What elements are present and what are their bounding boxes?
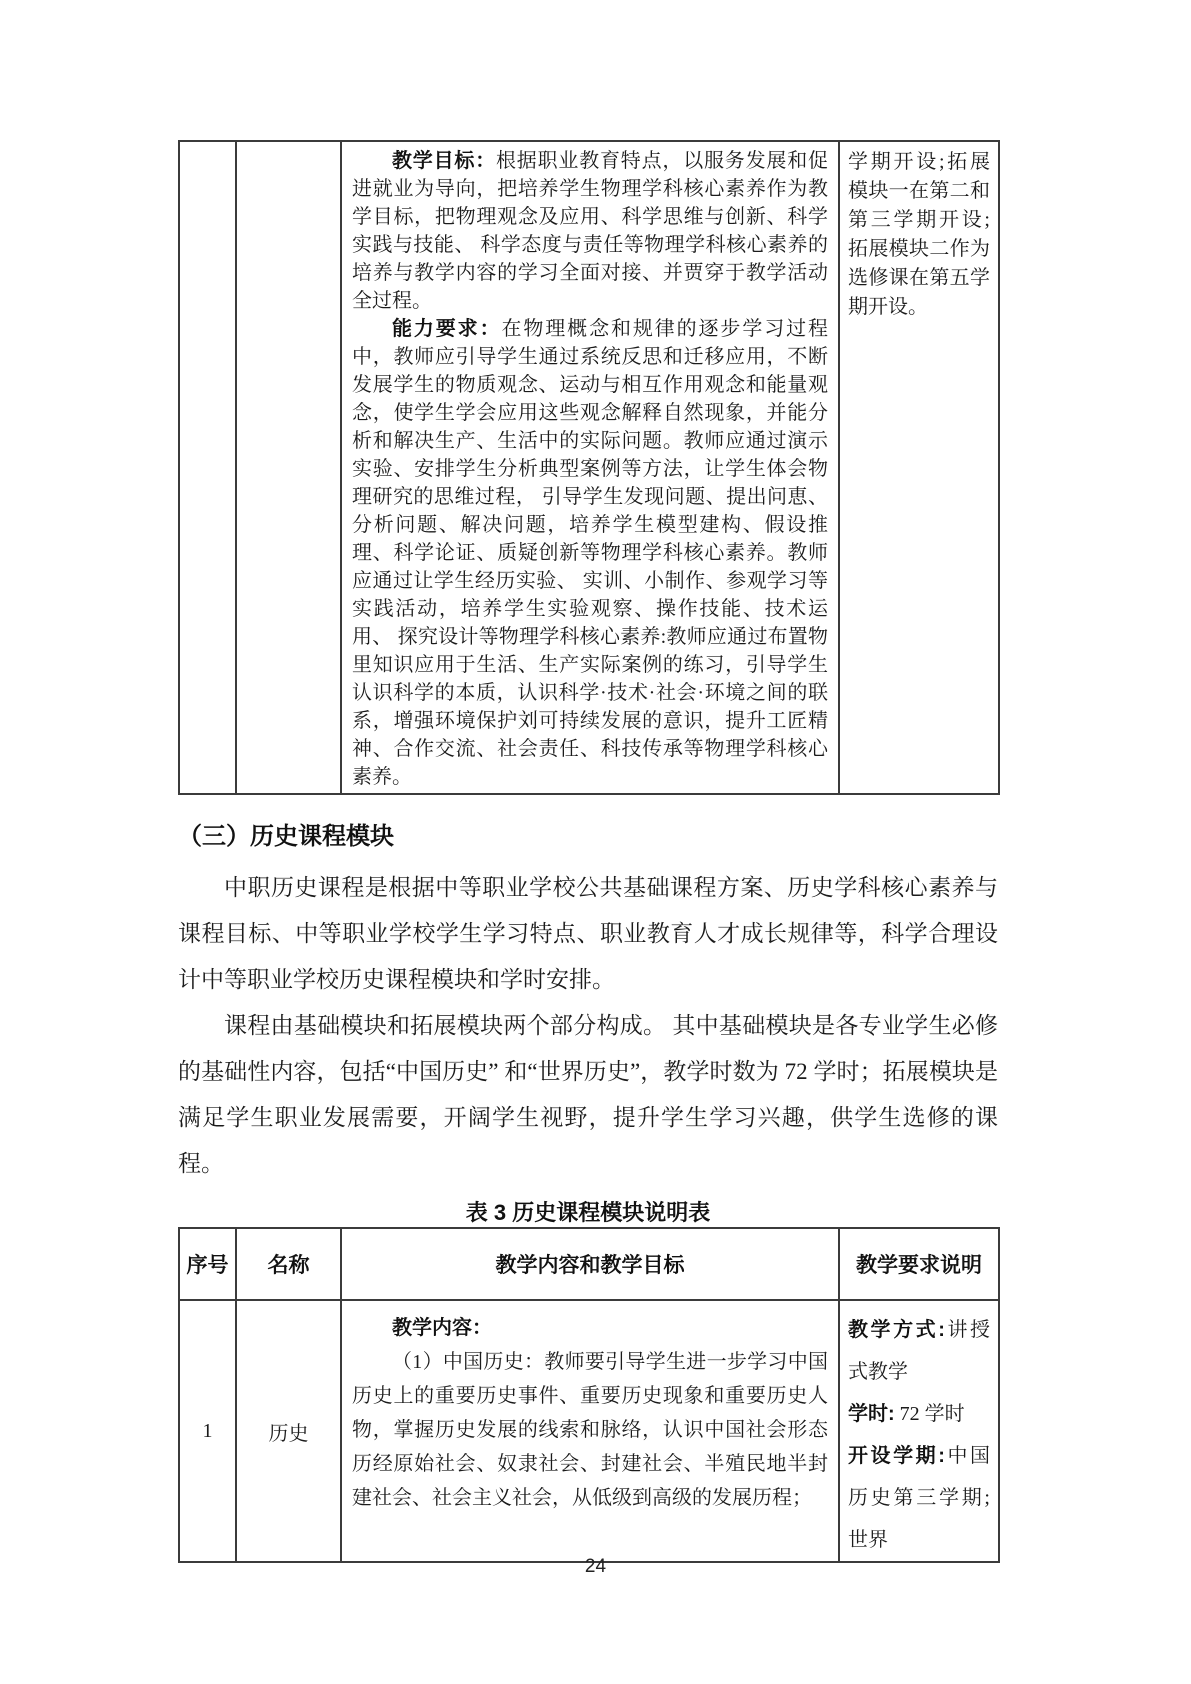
- cell-seq-empty: [179, 141, 236, 794]
- table-header-row: [179, 1228, 999, 1300]
- teaching-goal-text: 根据职业教育特点，以服务发展和促进就业为导向，把培养学生物理学科核心素养作为教学目标，把物理观念及应用、科学思维与创新、科学实践与技能、 科学态度与责任等物理学科核心素养的培养与教学内容的学习全面对接、并贾穿于教学活动全过程。: [352, 150, 828, 312]
- page-number: 24: [584, 1556, 607, 1577]
- paragraph-teaching-goal: [352, 147, 828, 315]
- ability-requirement-text: 在物理概念和规律的逐步学习过程中，教师应引导学生通过系统反思和迁移应用，不断发展学生的物质观念、运动与相互作用观念和能量观念，使学生学会应用这些观念解释自然现象，并能分析和解决生产、生活中的实际问题。教师应通过演示实验、安排学生分析典型案例等方法，让学生体会物理研究的思维过程， 引导学生发现问题、提出问恵、分析问题、解决问题，培养学生模型建构、假设推理、科学论证、质疑创新等物理学科核心素养。教师应通过让学生经历实验、 实训、小制作、参观学习等实践活动，培养学生实验观察、操作技能、技术运用、 探究设计等物理学科核心素养:教师应通过布置物里知识应用于生活、生产实际案例的练习，引导学生认识科学的本质，认识科学·技术·社会·环境之间的联系，增强环境保护刘可持续发展的意识，提升工匠精神、合作交流、社会责任、科技传承等物理学科核心素养。: [352, 318, 829, 788]
- paragraph-ability-requirement: [352, 315, 828, 791]
- teaching-goal-label: 教学目标：: [392, 150, 496, 172]
- cell-teaching-requirement: [839, 141, 999, 794]
- content-label-line: [352, 1311, 828, 1345]
- physics-module-table: [178, 140, 1000, 795]
- history-module-table: [178, 1227, 1000, 1563]
- cell-teaching-content: [341, 141, 839, 794]
- ability-requirement-label: 能力要求：: [392, 318, 502, 340]
- page-content: [178, 140, 998, 1563]
- section-heading: （三）历史课程模块: [178, 823, 394, 850]
- col-header-seq: 序号: [179, 1228, 236, 1300]
- col-header-requirement: 教学要求说明: [839, 1228, 999, 1300]
- method-label: 教学方式:: [848, 1319, 945, 1341]
- content-item-1: （1）中国历史：教师要引导学生进一步学习中国历史上的重要历史事件、重要历史现象和重要历史人物，掌握历史发展的线索和脉络，认识中国社会形态历经原始社会、奴隶社会、封建社会、半殖民地半封建社会、社会主义社会，从低级到高级的发展历程；: [352, 1351, 828, 1509]
- hours-text: 72 学时: [894, 1403, 965, 1425]
- requirement-semester: [848, 1435, 990, 1561]
- cell-name: 历史: [236, 1300, 341, 1562]
- body-paragraph-1: 中职历史课程是根据中等职业学校公共基础课程方案、历史学科核心素养与课程目标、中等职业学校学生学习特点、职业教育人才成长规律等，科学合理设计中等职业学校历史课程模块和学时安排。: [178, 875, 998, 992]
- requirement-hours: [848, 1393, 990, 1435]
- table-row: [179, 141, 999, 794]
- cell-name-empty: [236, 141, 341, 794]
- cell-seq: 1: [179, 1300, 236, 1562]
- requirement-text: 学期开设;拓展模块一在第二和第三学期开设;拓展模块二作为选修课在第五学期开设。: [848, 151, 990, 318]
- col-header-name: 名称: [236, 1228, 341, 1300]
- cell-teaching-requirement: [839, 1300, 999, 1562]
- semester-label: 开设学期:: [848, 1445, 945, 1467]
- requirement-method: [848, 1309, 990, 1393]
- table-row: [179, 1300, 999, 1562]
- table3-title: 表 3 历史课程模块说明表: [465, 1200, 711, 1225]
- col-header-content: 教学内容和教学目标: [341, 1228, 839, 1300]
- hours-label: 学时:: [848, 1403, 895, 1425]
- method-text: 讲授式教学: [848, 1319, 990, 1383]
- cell-teaching-content: [341, 1300, 839, 1562]
- semester-text: 中国历史第三学期;世界: [848, 1445, 990, 1551]
- body-paragraph-2: 课程由基础模块和拓展模块两个部分构成。 其中基础模块是各专业学生必修的基础性内容，包括“中国历史” 和“世界历史”，教学时数为 72 学时；拓展模块是满足学生职业发展需要，开阔学生视野，提升学生学习兴趣，供学生选修的课程。: [178, 1013, 998, 1176]
- teaching-content-label: 教学内容：: [392, 1317, 492, 1339]
